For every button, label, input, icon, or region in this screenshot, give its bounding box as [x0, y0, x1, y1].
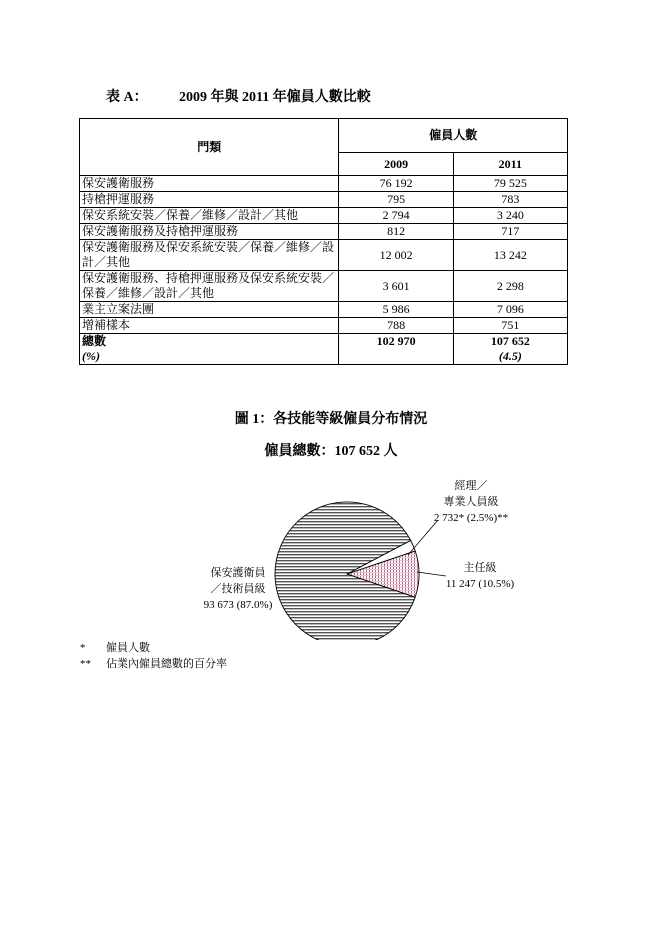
slice-label-security-guard [196, 565, 280, 613]
footnote [80, 656, 227, 672]
total-2009 [339, 334, 453, 365]
table-title [106, 86, 371, 106]
row-value-2011: 79 525 [453, 176, 567, 192]
total-label-cell [80, 334, 339, 365]
table-row [80, 208, 568, 224]
total-2011 [453, 334, 567, 365]
row-value-2009: 812 [339, 224, 453, 240]
table-row [80, 240, 568, 271]
row-value-2011: 751 [453, 318, 567, 334]
table-row [80, 224, 568, 240]
col-year-2011: 2011 [453, 153, 567, 176]
col-employees-header: 僱員人數 [339, 119, 568, 153]
total-row [80, 334, 568, 365]
row-value-2011: 13 242 [453, 240, 567, 271]
table-row [80, 176, 568, 192]
row-name: 保安護衛服務、持槍押運服務及保安系統安裝／保養／維修／設計／其他 [80, 271, 339, 302]
table-row [80, 302, 568, 318]
row-value-2011: 3 240 [453, 208, 567, 224]
row-value-2009: 795 [339, 192, 453, 208]
row-value-2009: 2 794 [339, 208, 453, 224]
slice-label-line1: 保安護衛員 [210, 567, 266, 579]
figure-title: 圖 1：各技能等級僱員分布情況 [234, 412, 428, 427]
slice-value-label: 93 673 (87.0%) [203, 599, 273, 611]
col-category-header: 門類 [80, 119, 339, 176]
table-label: 表 A： [106, 90, 148, 105]
row-value-2009: 788 [339, 318, 453, 334]
pie-slices [275, 502, 419, 640]
row-name: 保安護衛服務及持槍押運服務 [80, 224, 339, 240]
row-name: 持槍押運服務 [80, 192, 339, 208]
percent-label: (%) [82, 349, 100, 363]
footnotes [80, 640, 227, 672]
footnote-mark: * [80, 642, 86, 654]
total-value-2011: 107 652 [490, 334, 530, 348]
row-value-2009: 5 986 [339, 302, 453, 318]
slice-label-line2: ／技術員級 [210, 583, 266, 595]
row-value-2009: 76 192 [339, 176, 453, 192]
row-value-2009: 12 002 [339, 240, 453, 271]
col-year-2009: 2009 [339, 153, 453, 176]
percent-change-2011: (4.5) [498, 349, 522, 363]
footnote [80, 640, 227, 656]
row-name: 增補樣本 [80, 318, 339, 334]
row-name: 業主立案法團 [80, 302, 339, 318]
row-value-2011: 7 096 [453, 302, 567, 318]
slice-label-line2: 專業人員級 [443, 496, 499, 508]
footnote-text: 佔業內僱員總數的百分率 [106, 658, 227, 670]
slice-label-manager [426, 478, 516, 526]
slice-value-label: 11 247 (10.5%) [445, 578, 515, 590]
row-value-2009: 3 601 [339, 271, 453, 302]
footnote-mark: ** [80, 658, 91, 670]
slice-label-supervisor [440, 560, 520, 592]
slice-value-label: 2 732* (2.5%)** [433, 512, 509, 524]
figure-subtitle: 僱員總數：107 652 人 [264, 444, 398, 459]
table-row [80, 271, 568, 302]
slice-label-line1: 主任級 [463, 562, 497, 574]
row-name: 保安護衛服務及保安系統安裝／保養／維修／設計／其他 [80, 240, 339, 271]
row-name: 保安護衛服務 [80, 176, 339, 192]
row-value-2011: 783 [453, 192, 567, 208]
table-title-text: 2009 年與 2011 年僱員人數比較 [179, 90, 371, 105]
total-value-2009: 102 970 [376, 334, 416, 348]
slice-label-line1: 經理／ [454, 480, 488, 492]
table-row [80, 318, 568, 334]
row-value-2011: 2 298 [453, 271, 567, 302]
row-name: 保安系統安裝／保養／維修／設計／其他 [80, 208, 339, 224]
pie-chart [0, 470, 662, 640]
table-row [80, 192, 568, 208]
row-value-2011: 717 [453, 224, 567, 240]
total-label: 總數 [82, 334, 107, 348]
employee-table [79, 118, 568, 365]
footnote-text: 僱員人數 [106, 642, 150, 654]
